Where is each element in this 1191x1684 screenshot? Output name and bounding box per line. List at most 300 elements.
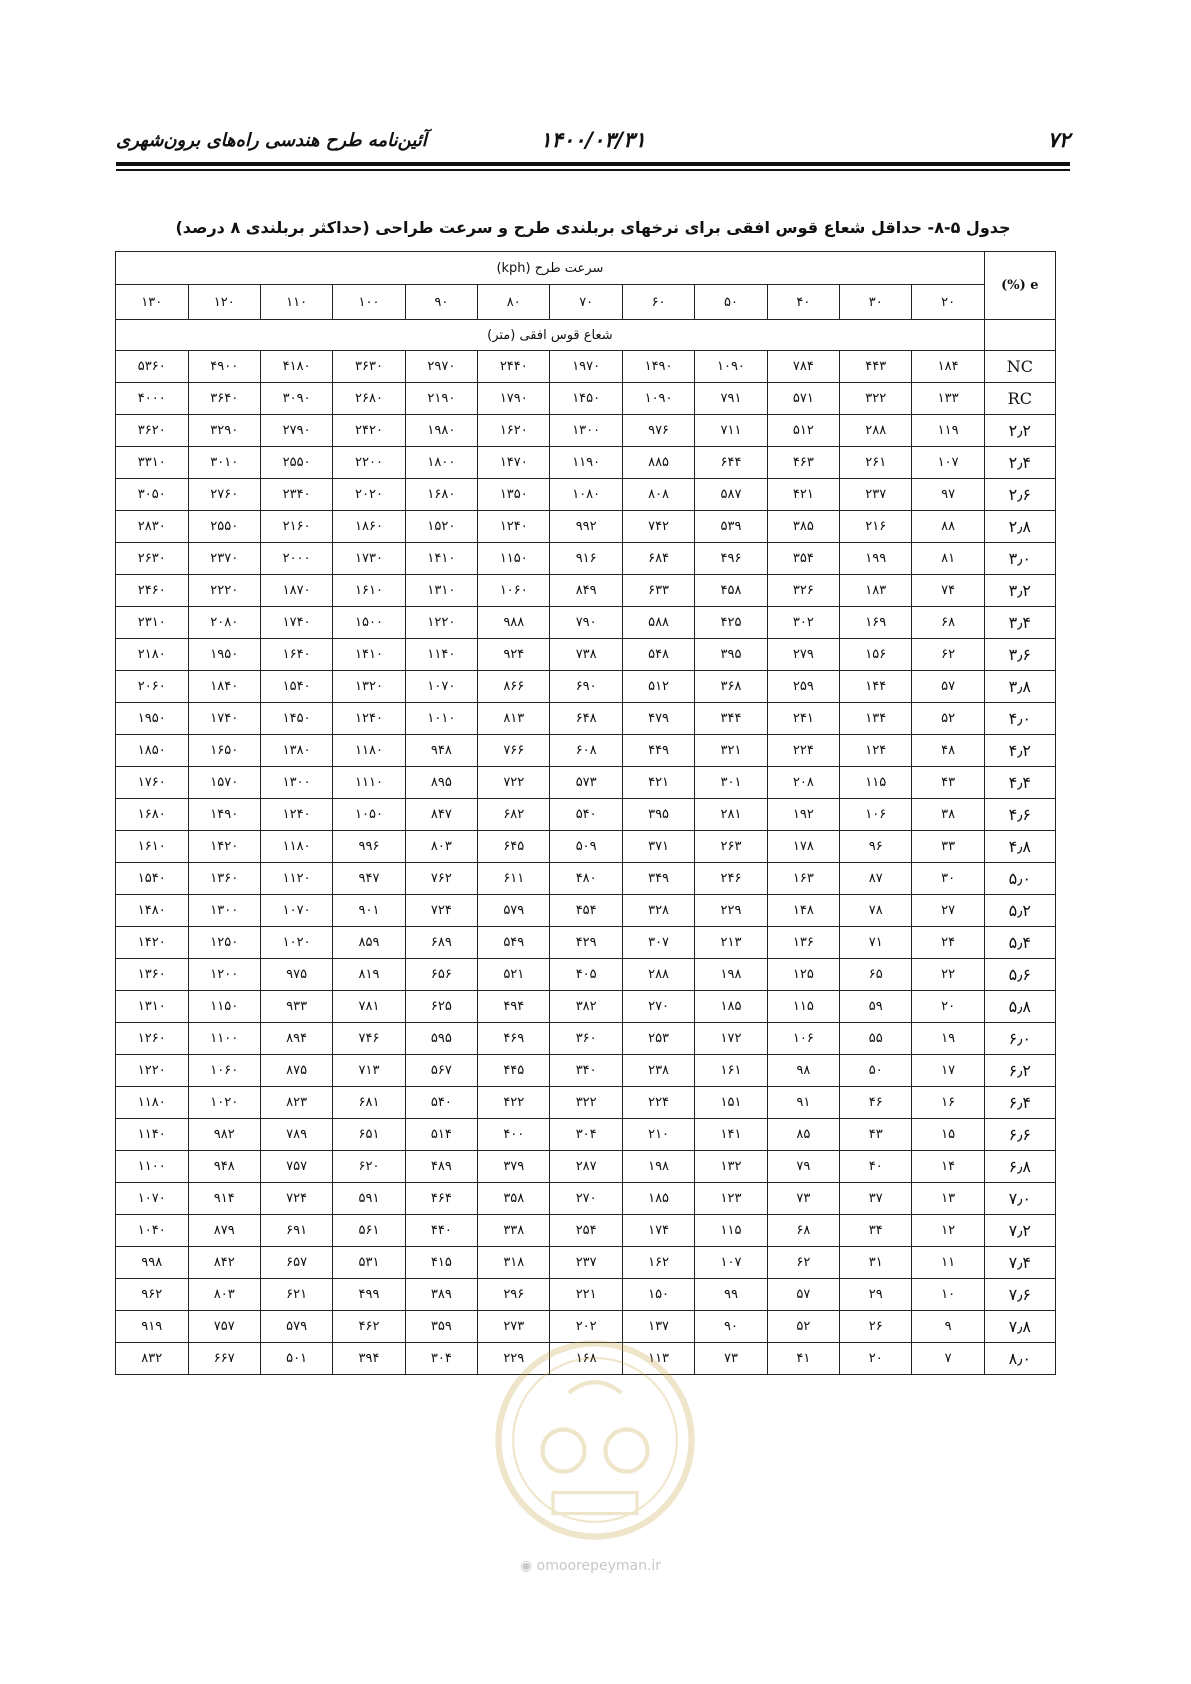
radius-cell: ۲۱۳	[695, 927, 767, 959]
radius-cell: ۵۷	[767, 1279, 839, 1311]
radius-cell: ۳۶۴۰	[188, 383, 260, 415]
radius-cell: ۱۷۴۰	[260, 607, 332, 639]
radius-cell: ۱۱۵۰	[478, 543, 550, 575]
radius-cell: ۱۰۶	[840, 799, 912, 831]
radius-cell: ۴۰۰۰	[116, 383, 189, 415]
radius-cell: ۲۲۹	[695, 895, 767, 927]
radius-cell: ۷۹	[767, 1151, 839, 1183]
radius-cell: ۲۹۶	[478, 1279, 550, 1311]
radius-cell: ۱۰۲۰	[188, 1087, 260, 1119]
radius-cell: ۱۱۵	[840, 767, 912, 799]
radius-table	[115, 251, 1056, 1375]
row-label: ۴٫۴	[984, 767, 1055, 799]
radius-cell: ۲۸۳۰	[116, 511, 189, 543]
radius-cell: ۵۳۹	[695, 511, 767, 543]
radius-cell: ۶۲۱	[260, 1279, 332, 1311]
radius-cell: ۶۸۴	[622, 543, 694, 575]
radius-cell: ۱۴۹۰	[622, 351, 694, 383]
radius-cell: ۱۱۲۰	[260, 863, 332, 895]
radius-cell: ۳۰۱۰	[188, 447, 260, 479]
radius-cell: ۲۷۹	[767, 639, 839, 671]
radius-cell: ۲۴۶	[695, 863, 767, 895]
radius-cell: ۱۹۵۰	[116, 703, 189, 735]
radius-cell: ۲۹	[840, 1279, 912, 1311]
radius-cell: ۳۲۹۰	[188, 415, 260, 447]
radius-cell: ۷۴۶	[333, 1023, 405, 1055]
row-label: ۴٫۸	[984, 831, 1055, 863]
radius-cell: ۴۵۸	[695, 575, 767, 607]
row-label: ۶٫۲	[984, 1055, 1055, 1087]
radius-cell: ۶۵۶	[405, 959, 477, 991]
radius-cell: ۷۲۴	[260, 1183, 332, 1215]
radius-cell: ۲۸۷	[550, 1151, 622, 1183]
radius-cell: ۱۵	[912, 1119, 984, 1151]
radius-cell: ۳۰۱	[695, 767, 767, 799]
radius-cell: ۱۶	[912, 1087, 984, 1119]
radius-cell: ۷۳	[767, 1183, 839, 1215]
radius-cell: ۴۲۱	[622, 767, 694, 799]
radius-cell: ۱۱۸۰	[116, 1087, 189, 1119]
radius-cell: ۲۲۹	[478, 1343, 550, 1375]
speed-7: ۹۰	[405, 285, 477, 320]
radius-cell: ۳۰۵۰	[116, 479, 189, 511]
speed-row	[116, 285, 1056, 320]
radius-cell: ۵۱۲	[622, 671, 694, 703]
row-label: ۲٫۲	[984, 415, 1055, 447]
radius-cell: ۱۱۸۰	[333, 735, 405, 767]
radius-cell: ۶۸۲	[478, 799, 550, 831]
row-label: ۳٫۶	[984, 639, 1055, 671]
row-label: RC	[984, 383, 1055, 415]
blank-header-cell	[984, 320, 1055, 351]
radius-cell: ۱۰۷۰	[405, 671, 477, 703]
radius-header: شعاع قوس افقی (متر)	[116, 320, 985, 351]
radius-cell: ۱۲۴۰	[478, 511, 550, 543]
row-label: ۵٫۲	[984, 895, 1055, 927]
radius-cell: ۴۴۵	[478, 1055, 550, 1087]
speed-9: ۱۱۰	[260, 285, 332, 320]
radius-cell: ۱۰۹۰	[622, 383, 694, 415]
radius-cell: ۲۰۸	[767, 767, 839, 799]
radius-cell: ۸۳۲	[116, 1343, 189, 1375]
radius-cell: ۱۵۰۰	[333, 607, 405, 639]
radius-cell: ۱۰۹۰	[695, 351, 767, 383]
radius-cell: ۶۵۱	[333, 1119, 405, 1151]
radius-cell: ۳۹۵	[622, 799, 694, 831]
radius-cell: ۸۸۵	[622, 447, 694, 479]
speed-11: ۱۳۰	[116, 285, 189, 320]
radius-cell: ۱۱۰۰	[116, 1151, 189, 1183]
radius-cell: ۱۶۳	[767, 863, 839, 895]
radius-cell: ۶۲	[767, 1247, 839, 1279]
radius-cell: ۱۷	[912, 1055, 984, 1087]
radius-cell: ۱۸۳	[840, 575, 912, 607]
radius-cell: ۹۷	[912, 479, 984, 511]
radius-cell: ۱۶۱۰	[116, 831, 189, 863]
row-label: ۶٫۶	[984, 1119, 1055, 1151]
radius-cell: ۱۶۱۰	[333, 575, 405, 607]
table-row	[116, 703, 1056, 735]
radius-cell: ۱۵۲۰	[405, 511, 477, 543]
radius-cell: ۱۳۶۰	[116, 959, 189, 991]
row-label: ۲٫۶	[984, 479, 1055, 511]
radius-cell: ۲۲۴	[767, 735, 839, 767]
radius-cell: ۱۱۵	[767, 991, 839, 1023]
radius-cell: ۸۵۹	[333, 927, 405, 959]
radius-cell: ۷۶۲	[405, 863, 477, 895]
radius-cell: ۱۳۳	[912, 383, 984, 415]
radius-cell: ۶۲۰	[333, 1151, 405, 1183]
radius-cell: ۱۸۵	[622, 1183, 694, 1215]
radius-cell: ۲۵۵۰	[260, 447, 332, 479]
radius-cell: ۲۶۸۰	[333, 383, 405, 415]
radius-cell: ۲۲۴	[622, 1087, 694, 1119]
row-label: ۷٫۴	[984, 1247, 1055, 1279]
row-label: NC	[984, 351, 1055, 383]
radius-cell: ۳۷۱	[622, 831, 694, 863]
table-row	[116, 351, 1056, 383]
radius-cell: ۸۷۹	[188, 1215, 260, 1247]
radius-cell: ۱۳۰۰	[260, 767, 332, 799]
radius-cell: ۴۶۲	[333, 1311, 405, 1343]
radius-cell: ۹	[912, 1311, 984, 1343]
row-label: ۵٫۶	[984, 959, 1055, 991]
radius-cell: ۱۳۷	[622, 1311, 694, 1343]
radius-cell: ۴۸۰	[550, 863, 622, 895]
radius-cell: ۹۶۲	[116, 1279, 189, 1311]
radius-cell: ۵۰	[840, 1055, 912, 1087]
radius-cell: ۲۳۷	[550, 1247, 622, 1279]
radius-cell: ۴۷۹	[622, 703, 694, 735]
radius-cell: ۹۰	[695, 1311, 767, 1343]
radius-cell: ۶۹۱	[260, 1215, 332, 1247]
radius-cell: ۲۵۵۰	[188, 511, 260, 543]
radius-cell: ۴۰۵	[550, 959, 622, 991]
table-row	[116, 1151, 1056, 1183]
radius-cell: ۱۶۲۰	[478, 415, 550, 447]
radius-cell: ۳۵۴	[767, 543, 839, 575]
radius-cell: ۱۹۹	[840, 543, 912, 575]
radius-cell: ۲۶۳۰	[116, 543, 189, 575]
radius-cell: ۲۱۶۰	[260, 511, 332, 543]
radius-cell: ۱۸۵۰	[116, 735, 189, 767]
radius-cell: ۳۰۲	[767, 607, 839, 639]
radius-cell: ۳۲۶	[767, 575, 839, 607]
radius-cell: ۳۳۸	[478, 1215, 550, 1247]
radius-cell: ۵۹	[840, 991, 912, 1023]
radius-cell: ۱۲۵۰	[188, 927, 260, 959]
radius-cell: ۱۱۴۰	[405, 639, 477, 671]
radius-cell: ۱۶۱	[695, 1055, 767, 1087]
radius-cell: ۹۱	[767, 1087, 839, 1119]
radius-cell: ۳۹۴	[333, 1343, 405, 1375]
table-row	[116, 767, 1056, 799]
radius-cell: ۶۸	[767, 1215, 839, 1247]
radius-cell: ۱۲۲۰	[405, 607, 477, 639]
radius-cell: ۳۶۰	[550, 1023, 622, 1055]
radius-cell: ۴۲۲	[478, 1087, 550, 1119]
speed-4: ۶۰	[622, 285, 694, 320]
radius-cell: ۱۲	[912, 1215, 984, 1247]
radius-cell: ۵۸۷	[695, 479, 767, 511]
radius-cell: ۴۱	[767, 1343, 839, 1375]
radius-cell: ۲۴۱	[767, 703, 839, 735]
radius-cell: ۶۵	[840, 959, 912, 991]
radius-cell: ۲۴۶۰	[116, 575, 189, 607]
row-label: ۳٫۴	[984, 607, 1055, 639]
radius-cell: ۷۸۴	[767, 351, 839, 383]
radius-cell: ۸۷۵	[260, 1055, 332, 1087]
radius-cell: ۲۹۷۰	[405, 351, 477, 383]
table-row	[116, 671, 1056, 703]
row-label: ۷٫۰	[984, 1183, 1055, 1215]
radius-cell: ۵۰۱	[260, 1343, 332, 1375]
speed-0: ۲۰	[912, 285, 984, 320]
row-label: ۷٫۲	[984, 1215, 1055, 1247]
radius-cell: ۱۵۰	[622, 1279, 694, 1311]
radius-cell: ۱۴۵۰	[550, 383, 622, 415]
table-row	[116, 447, 1056, 479]
radius-cell: ۵۲	[767, 1311, 839, 1343]
radius-cell: ۱۹۵۰	[188, 639, 260, 671]
website-footer: ◉ omoorepeyman.ir	[520, 1558, 662, 1574]
table-row	[116, 991, 1056, 1023]
radius-cell: ۱۹۸	[622, 1151, 694, 1183]
radius-cell: ۱۶۸۰	[116, 799, 189, 831]
radius-cell: ۲۰۶۰	[116, 671, 189, 703]
radius-cell: ۲۲۱	[550, 1279, 622, 1311]
row-label: ۷٫۸	[984, 1311, 1055, 1343]
radius-cell: ۲۷۰	[622, 991, 694, 1023]
row-label: ۵٫۰	[984, 863, 1055, 895]
row-label: ۳٫۲	[984, 575, 1055, 607]
speed-6: ۸۰	[478, 285, 550, 320]
radius-cell: ۹۸۸	[478, 607, 550, 639]
radius-cell: ۶۸	[912, 607, 984, 639]
radius-cell: ۲۱۹۰	[405, 383, 477, 415]
radius-cell: ۴۲۵	[695, 607, 767, 639]
radius-cell: ۴۵۴	[550, 895, 622, 927]
radius-cell: ۱۹۲	[767, 799, 839, 831]
radius-cell: ۱۱۳	[622, 1343, 694, 1375]
radius-cell: ۵۱۴	[405, 1119, 477, 1151]
radius-cell: ۹۷۵	[260, 959, 332, 991]
radius-cell: ۲۵۹	[767, 671, 839, 703]
radius-cell: ۱۸۴	[912, 351, 984, 383]
radius-cell: ۱۰	[912, 1279, 984, 1311]
radius-cell: ۹۸	[767, 1055, 839, 1087]
radius-cell: ۸۰۳	[405, 831, 477, 863]
radius-cell: ۱۳۲۰	[333, 671, 405, 703]
table-row	[116, 639, 1056, 671]
radius-cell: ۲۵۳	[622, 1023, 694, 1055]
radius-cell: ۱۴۱	[695, 1119, 767, 1151]
radius-cell: ۷۴۲	[622, 511, 694, 543]
radius-cell: ۳۵۸	[478, 1183, 550, 1215]
table-row	[116, 383, 1056, 415]
radius-cell: ۳۲۲	[840, 383, 912, 415]
radius-cell: ۵۴۰	[550, 799, 622, 831]
header-rule-thick	[116, 162, 1070, 166]
radius-cell: ۴۹۶	[695, 543, 767, 575]
radius-cell: ۵۳۶۰	[116, 351, 189, 383]
radius-cell: ۱۴۲۰	[188, 831, 260, 863]
radius-cell: ۱۰۶	[767, 1023, 839, 1055]
radius-cell: ۲۳۸	[622, 1055, 694, 1087]
table-row	[116, 1087, 1056, 1119]
table-row	[116, 735, 1056, 767]
radius-cell: ۸۴۹	[550, 575, 622, 607]
radius-cell: ۲۷۹۰	[260, 415, 332, 447]
radius-cell: ۳۲۱	[695, 735, 767, 767]
radius-cell: ۸۱۳	[478, 703, 550, 735]
radius-cell: ۱۷۹۰	[478, 383, 550, 415]
radius-cell: ۱۶۸۰	[405, 479, 477, 511]
radius-cell: ۳۸۲	[550, 991, 622, 1023]
radius-cell: ۹۴۸	[188, 1151, 260, 1183]
table-row	[116, 1279, 1056, 1311]
radius-cell: ۱۳۴	[840, 703, 912, 735]
table-row	[116, 959, 1056, 991]
radius-cell: ۱۶۲	[622, 1247, 694, 1279]
radius-cell: ۳۸۹	[405, 1279, 477, 1311]
speed-10: ۱۲۰	[188, 285, 260, 320]
radius-cell: ۱۶۹	[840, 607, 912, 639]
radius-cell: ۶۲۵	[405, 991, 477, 1023]
radius-cell: ۸۲۳	[260, 1087, 332, 1119]
radius-cell: ۱۳۱۰	[116, 991, 189, 1023]
radius-cell: ۱۱۹۰	[550, 447, 622, 479]
radius-cell: ۲۴	[912, 927, 984, 959]
radius-cell: ۴۶۴	[405, 1183, 477, 1215]
radius-cell: ۱۵۴۰	[260, 671, 332, 703]
radius-cell: ۲۶	[840, 1311, 912, 1343]
radius-cell: ۵۲۱	[478, 959, 550, 991]
radius-cell: ۳۷	[840, 1183, 912, 1215]
radius-cell: ۴۳	[840, 1119, 912, 1151]
radius-cell: ۹۷۶	[622, 415, 694, 447]
radius-cell: ۶۹۰	[550, 671, 622, 703]
table-row	[116, 863, 1056, 895]
row-label: ۶٫۰	[984, 1023, 1055, 1055]
radius-cell: ۲۳۴۰	[260, 479, 332, 511]
radius-cell: ۱۵۴۰	[116, 863, 189, 895]
radius-cell: ۴۱۵	[405, 1247, 477, 1279]
table-row	[116, 1183, 1056, 1215]
radius-cell: ۵۱۲	[767, 415, 839, 447]
table-row	[116, 415, 1056, 447]
radius-cell: ۲۸۸	[622, 959, 694, 991]
radius-cell: ۱۴۹۰	[188, 799, 260, 831]
radius-cell: ۲۰	[912, 991, 984, 1023]
radius-cell: ۸۴۲	[188, 1247, 260, 1279]
radius-cell: ۶۴۴	[695, 447, 767, 479]
radius-cell: ۴۴۰	[405, 1215, 477, 1247]
row-label: ۸٫۰	[984, 1343, 1055, 1375]
radius-cell: ۳۶۳۰	[333, 351, 405, 383]
radius-cell: ۱۳	[912, 1183, 984, 1215]
website-text: omoorepeyman.ir	[536, 1558, 662, 1574]
table-row	[116, 543, 1056, 575]
radius-cell: ۱۴۷۰	[478, 447, 550, 479]
radius-cell: ۳۰۴	[405, 1343, 477, 1375]
radius-cell: ۳۰۷	[622, 927, 694, 959]
radius-cell: ۶۱۱	[478, 863, 550, 895]
header-rule-thin	[116, 169, 1070, 171]
radius-cell: ۴۴۹	[622, 735, 694, 767]
radius-cell: ۱۷۸	[767, 831, 839, 863]
radius-cell: ۵۵	[840, 1023, 912, 1055]
radius-cell: ۴۶۹	[478, 1023, 550, 1055]
radius-cell: ۱۴	[912, 1151, 984, 1183]
radius-cell: ۶۸۱	[333, 1087, 405, 1119]
table-row	[116, 607, 1056, 639]
radius-cell: ۴۶	[840, 1087, 912, 1119]
radius-cell: ۴۸۹	[405, 1151, 477, 1183]
radius-cell: ۱۳۶۰	[188, 863, 260, 895]
table-row	[116, 1055, 1056, 1087]
radius-cell: ۲۴۲۰	[333, 415, 405, 447]
radius-cell: ۵۹۵	[405, 1023, 477, 1055]
radius-cell: ۷۸۱	[333, 991, 405, 1023]
radius-cell: ۹۱۴	[188, 1183, 260, 1215]
radius-cell: ۱۰۶۰	[188, 1055, 260, 1087]
radius-cell: ۲۳۷۰	[188, 543, 260, 575]
row-label: ۳٫۰	[984, 543, 1055, 575]
table-row	[116, 799, 1056, 831]
radius-cell: ۱۴۸	[767, 895, 839, 927]
radius-cell: ۱۲۶۰	[116, 1023, 189, 1055]
radius-cell: ۱۰۴۰	[116, 1215, 189, 1247]
radius-cell: ۹۸۲	[188, 1119, 260, 1151]
radius-cell: ۱۱۱۰	[333, 767, 405, 799]
radius-cell: ۴۹۹	[333, 1279, 405, 1311]
radius-cell: ۱۱۰۰	[188, 1023, 260, 1055]
radius-cell: ۳۱	[840, 1247, 912, 1279]
radius-cell: ۸۷	[840, 863, 912, 895]
radius-cell: ۵۴۰	[405, 1087, 477, 1119]
speed-2: ۴۰	[767, 285, 839, 320]
radius-cell: ۹۱۹	[116, 1311, 189, 1343]
row-label: ۲٫۸	[984, 511, 1055, 543]
table-row	[116, 1023, 1056, 1055]
radius-cell: ۸۱	[912, 543, 984, 575]
radius-cell: ۱۲۴	[840, 735, 912, 767]
radius-cell: ۷۹۰	[550, 607, 622, 639]
radius-cell: ۱۲۵	[767, 959, 839, 991]
radius-cell: ۱۸۶۰	[333, 511, 405, 543]
radius-cell: ۱۳۰۰	[550, 415, 622, 447]
radius-cell: ۱۰۶۰	[478, 575, 550, 607]
table-row	[116, 831, 1056, 863]
radius-cell: ۱۰۱۰	[405, 703, 477, 735]
radius-cell: ۲۰۸۰	[188, 607, 260, 639]
radius-cell: ۴۱۸۰	[260, 351, 332, 383]
radius-cell: ۱۹۸	[695, 959, 767, 991]
radius-cell: ۱۶۵۰	[188, 735, 260, 767]
radius-cell: ۳۸۵	[767, 511, 839, 543]
radius-cell: ۳۰۴	[550, 1119, 622, 1151]
radius-cell: ۱۸۴۰	[188, 671, 260, 703]
radius-cell: ۵۰۹	[550, 831, 622, 863]
radius-cell: ۵۸۸	[622, 607, 694, 639]
table-body	[116, 351, 1056, 1375]
radius-cell: ۹۹۲	[550, 511, 622, 543]
book-title: آئین‌نامه طرح هندسی راه‌های برون‌شهری	[116, 130, 427, 151]
radius-cell: ۷۲۲	[478, 767, 550, 799]
radius-cell: ۱۹۸۰	[405, 415, 477, 447]
radius-cell: ۸۹۵	[405, 767, 477, 799]
